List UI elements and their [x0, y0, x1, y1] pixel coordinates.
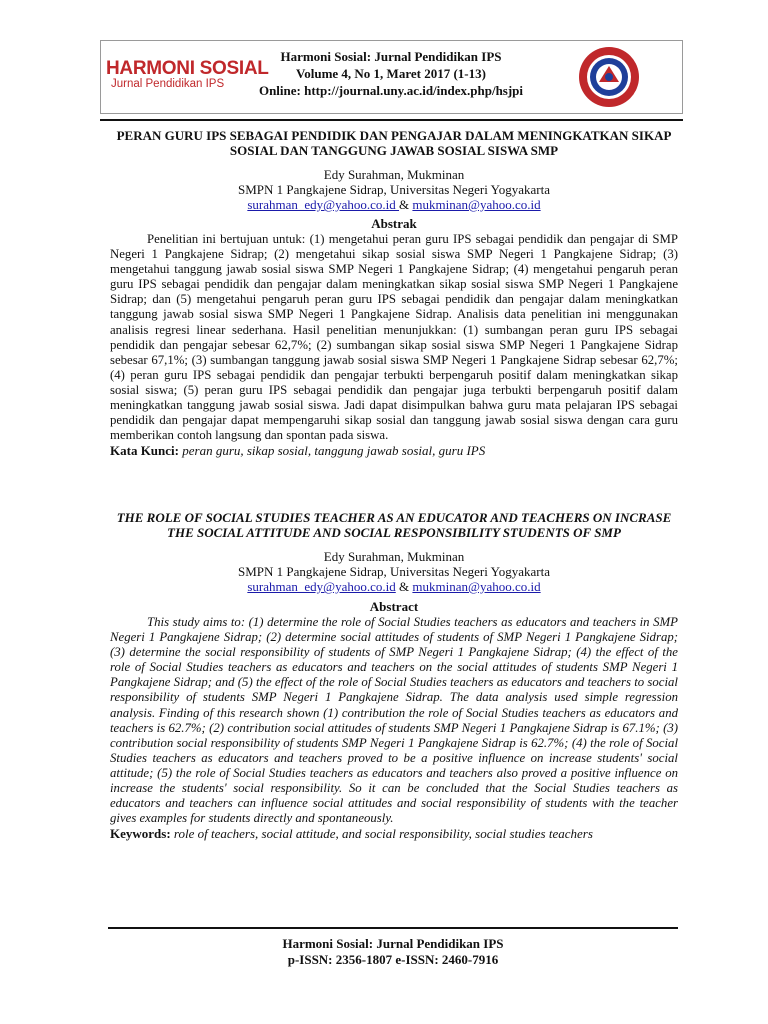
keywords-id: [110, 443, 678, 458]
emails-id: [110, 197, 678, 212]
authors-id: Edy Surahman, Mukminan: [323, 167, 465, 182]
english-section: [110, 510, 678, 841]
logo-main-text: HARMONI SOSIAL: [106, 58, 269, 79]
footer-journal-title: Harmoni Sosial: Jurnal Pendidikan IPS: [282, 936, 504, 951]
journal-logo: [106, 58, 269, 90]
emails-en: [110, 579, 678, 594]
footer-issn: p-ISSN: 2356-1807 e-ISSN: 2460-7916: [287, 952, 499, 967]
journal-title: Harmoni Sosial: Jurnal Pendidikan IPS: [280, 49, 502, 64]
journal-info: [251, 48, 531, 99]
logo-sub-text: Jurnal Pendidikan IPS: [111, 78, 225, 90]
indonesian-section: [110, 128, 678, 458]
email-link-en-1[interactable]: surahman_edy@yahoo.co.id: [247, 579, 396, 594]
authors-en: Edy Surahman, Mukminan: [323, 549, 465, 564]
keywords-label-en: Keywords:: [110, 826, 171, 842]
journal-online-url[interactable]: Online: http://journal.uny.ac.id/index.php/hsjpi: [258, 83, 524, 98]
keywords-text-en: role of teachers, social attitude, and social responsibility, social studies teachers: [170, 826, 593, 842]
email-link-1[interactable]: surahman_edy@yahoo.co.id: [247, 197, 400, 212]
journal-footer: [108, 936, 678, 968]
affiliation-id: SMPN 1 Pangkajene Sidrap, Universitas Negeri Yogyakarta: [238, 182, 550, 197]
abstract-body-en: This study aims to: (1) determine the role of Social Studies teachers as educators and teachers in SMP Negeri 1 Pangkajene Sidrap; (2) determine social attitudes of students of SMP Negeri 1 Pangkajene Sidrap; (3) determine the social responsibility of students of SMP Negeri 1 Pangkajene Sidrap; (4) the effect of the role of Social Studies teachers as educators and teachers on the social attitudes of students SMP Negeri 1 Pangkajene Sidrap; and (5) the effect of the role of Social Studies teachers as educators and teachers to social responsibility of students SMP Negeri 1 Pangkajene Sidrap. The data analysis used simple regression analysis. Finding of this research shown (1) contribution the role of Social Studies teachers as educators and teachers is 62.7%; (2) contribution social attitudes of students SMP Negeri 1 Pangkajene Sidrap is 67.1%; (3) contribution social responsibility of students SMP Negeri 1 Pangkajene Sidrap is 62.7%; (4) the role of Social Studies teachers as educators and teachers proved to be a positive influence on increase students' social attitude; (5) the role of Social Studies teachers as educators and teachers also proved a positive influence on increase the students' social responsibility. So it can be concluded that the Social Studies teachers as educators and teachers can influence social attitudes and social responsibility of students with the teacher gives examples for students directly and spontaneously.: [110, 615, 678, 826]
university-seal-icon: [578, 46, 640, 108]
keywords-text-id: peran guru, sikap sosial, tanggung jawab sosial, guru IPS: [178, 443, 486, 459]
paper-title-id: PERAN GURU IPS SEBAGAI PENDIDIK DAN PENGAJAR DALAM MENINGKATKAN SIKAP SOSIAL DAN TANGGUNG JAWAB SOSIAL SISWA SMP: [116, 128, 672, 158]
paper-title-en: THE ROLE OF SOCIAL STUDIES TEACHER AS AN EDUCATOR AND TEACHERS ON INCRASE THE SOCIAL ATTITUDE AND SOCIAL RESPONSIBILITY STUDENTS OF SMP: [116, 510, 672, 540]
email-link-2[interactable]: mukminan@yahoo.co.id: [412, 197, 541, 212]
abstract-body-id: Penelitian ini bertujuan untuk: (1) mengetahui peran guru IPS sebagai pendidik dan pengajar di SMP Negeri 1 Pangkajene Sidrap; (2) mengetahui sikap sosial siswa SMP Negeri 1 Pangkajene Sidrap; (3) mengetahui tanggung jawab sosial siswa SMP Negeri 1 Pangkajene Sidrap; (4) mengetahui pengaruh peran guru IPS sebagai pendidik dan pengajar dalam meningkatkan sikap sosial siswa SMP Negeri 1 Pangkajene Sidrap; dan (5) mengetahui pengaruh peran guru IPS sebagai pendidik dan pengajar dalam meningkatkan tanggung jawab sosial siswa SMP Negeri 1 Pangkajene Sidrap. Analisis data penelitian ini menggunakan analisis regresi linear sederhana. Hasil penelitian menunjukkan: (1) sumbangan peran guru IPS sebagai pendidik dan pengajar sebesar 62,7%; (2) sumbangan sikap sosial siswa SMP Negeri 1 Pangkajene Sidrap sebesar 67,1%; (3) sumbangan tanggung jawab sosial siswa SMP Negeri 1 Pangkajene Sidrap sebesar 62,7%; (4) peran guru IPS sebagai pendidik dan pengajar terbukti berpengaruh positif dalam meningkatkan sikap sosial siswa; (5) peran guru IPS sebagai pendidik dan pengajar juga terbukti berpengaruh positif dalam meningkatkan tanggung jawab sosial siswa. Jadi dapat disimpulkan bahwa guru mata pelajaran IPS sebagai pendidik dan pengajar dapat mempengaruhi sikap sosial dan tanggung jawab sosial siswa dengan cara guru memberikan contoh langsung dan spontan pada siswa.: [110, 232, 678, 443]
email-separator: &: [399, 197, 413, 212]
keywords-en: [110, 826, 678, 841]
affiliation-en: SMPN 1 Pangkajene Sidrap, Universitas Negeri Yogyakarta: [238, 564, 550, 579]
journal-volume: Volume 4, No 1, Maret 2017 (1-13): [296, 66, 486, 81]
footer-rule: [108, 927, 678, 929]
keywords-label-id: Kata Kunci:: [110, 443, 179, 459]
journal-header: [100, 40, 683, 114]
email-separator-en: &: [395, 579, 413, 594]
abstract-heading-id: Abstrak: [371, 216, 417, 231]
email-link-en-2[interactable]: mukminan@yahoo.co.id: [412, 579, 541, 594]
header-rule: [100, 119, 683, 121]
abstract-heading-en: Abstract: [369, 599, 419, 614]
